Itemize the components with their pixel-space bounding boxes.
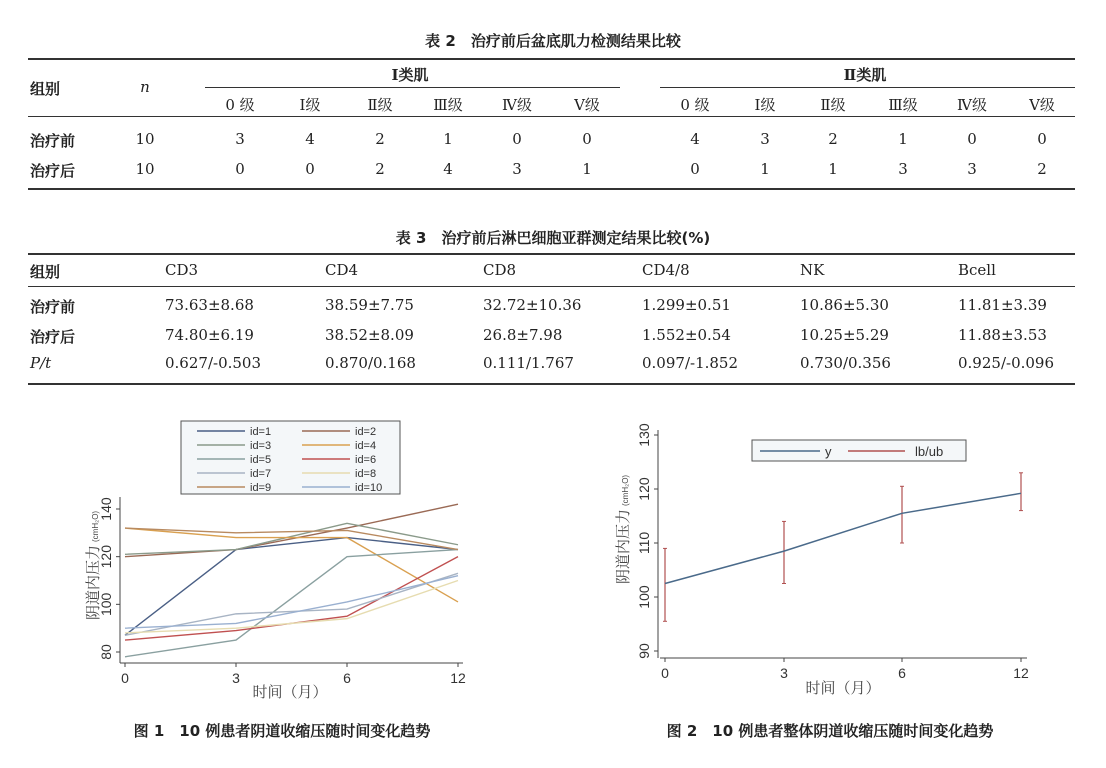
table3-cell: 0.627/-0.503 [165, 354, 262, 372]
legend-label: id=1 [250, 426, 272, 438]
y-tick-label: 100 [98, 592, 114, 617]
table2-group-header: 组别 [30, 80, 61, 98]
table2-cell: 2 [375, 160, 385, 178]
table2-cell: 2 [1037, 160, 1047, 178]
table2-cell: 4 [305, 130, 315, 148]
y-axis-label: 阴道内压力 [615, 508, 632, 584]
legend-label-y: y [825, 444, 832, 459]
table2-n-header: n [140, 78, 150, 96]
y-tick-label: 130 [636, 423, 652, 447]
table2-row-group: 治疗后 [30, 162, 76, 180]
x-tick-label: 0 [121, 670, 129, 686]
table3-cell: 73.63±8.68 [165, 296, 254, 314]
mean-line [665, 493, 1021, 583]
figure2-caption: 图 2 10 例患者整体阴道收缩压随时间变化趋势 [666, 722, 994, 740]
x-tick-label: 6 [343, 670, 351, 686]
table2-cell: 3 [512, 160, 522, 178]
table2-cell: 3 [967, 160, 977, 178]
table2-cell: 2 [828, 130, 838, 148]
table3-header: CD4 [325, 261, 359, 279]
table2-cell: 4 [443, 160, 453, 178]
table2-cell: 0 [512, 130, 522, 148]
legend-label: id=4 [355, 440, 377, 452]
x-tick-label: 12 [450, 670, 466, 686]
table2-type2-grade-header: Ⅱ级 [820, 96, 846, 114]
table2-type2-header: Ⅱ类肌 [843, 66, 887, 84]
table2-cell: 2 [375, 130, 385, 148]
y-tick-label: 80 [98, 644, 114, 660]
table2-cell: 4 [690, 130, 700, 148]
table2-type1-grade-header: Ⅱ级 [367, 96, 393, 114]
table2-cell: 1 [760, 160, 770, 178]
legend-label: id=2 [355, 426, 377, 438]
table2-cell: 3 [898, 160, 908, 178]
x-axis-label: 时间（月） [252, 684, 328, 701]
table3-header: NK [800, 261, 825, 279]
x-tick-label: 6 [898, 665, 906, 681]
table3-header: 组别 [30, 263, 61, 281]
table3-cell: 10.25±5.29 [800, 326, 889, 344]
y-tick-label: 120 [636, 477, 652, 501]
table3-cell: 1.299±0.51 [642, 296, 731, 314]
legend-label: id=9 [250, 482, 272, 494]
table2-type2-grade-header: 0 级 [680, 96, 710, 114]
y-axis-unit: (cmH₂O) [91, 510, 100, 542]
table2-cell: 0 [582, 130, 592, 148]
table2-cell: 0 [305, 160, 315, 178]
legend-label: id=6 [355, 454, 377, 466]
table3-cell: 0.870/0.168 [325, 354, 416, 372]
table2-cell: 3 [235, 130, 245, 148]
x-axis-label: 时间（月） [805, 680, 881, 697]
x-tick-label: 12 [1013, 665, 1029, 681]
table2-title: 表 2 治疗前后盆底肌力检测结果比较 [425, 32, 681, 50]
table3-header: CD4/8 [642, 261, 690, 279]
table2-cell: 1 [443, 130, 453, 148]
table2-row-group: 治疗前 [30, 132, 76, 150]
table3-cell: 0.730/0.356 [800, 354, 891, 372]
y-axis-label: 阴道内压力 [85, 544, 102, 620]
table3-cell: 10.86±5.30 [800, 296, 889, 314]
table3-cell: 0.111/1.767 [483, 354, 574, 372]
table3-cell: 0.097/-1.852 [642, 354, 739, 372]
table3-cell: 38.52±8.09 [325, 326, 414, 344]
table3-cell: 11.81±3.39 [958, 296, 1047, 314]
table3-cell: 26.8±7.98 [483, 326, 563, 344]
x-tick-label: 3 [232, 670, 240, 686]
y-axis-unit: (cmH₂O) [621, 474, 630, 506]
table2-cell: 0 [235, 160, 245, 178]
table2-type1-grade-header: 0 级 [225, 96, 255, 114]
table2-cell: 1 [828, 160, 838, 178]
table2-type2-grade-header: Ⅴ级 [1029, 96, 1055, 114]
table2-row-n: 10 [135, 160, 155, 178]
table3-row-label: P/t [30, 354, 52, 372]
table2-row-n: 10 [135, 130, 155, 148]
y-tick-label: 140 [98, 497, 114, 521]
legend-label: id=3 [250, 440, 272, 452]
x-tick-label: 3 [780, 665, 788, 681]
legend-label: id=5 [250, 454, 272, 466]
legend-label: id=8 [355, 468, 377, 480]
table3-cell: 74.80±6.19 [165, 326, 254, 344]
y-tick-label: 100 [636, 585, 652, 609]
table2-type2-grade-header: Ⅰ级 [754, 96, 776, 114]
table2-type2-grade-header: Ⅲ级 [888, 96, 918, 114]
table2-cell: 0 [1037, 130, 1047, 148]
x-tick-label: 0 [661, 665, 669, 681]
figure1-caption: 图 1 10 例患者阴道收缩压随时间变化趋势 [133, 722, 431, 740]
series-line-id-5 [125, 550, 458, 657]
table3-row-label: 治疗后 [30, 328, 76, 346]
table2-type1-grade-header: Ⅳ级 [502, 96, 532, 114]
table2-cell: 1 [898, 130, 908, 148]
table3-row-label: 治疗前 [30, 298, 76, 316]
table2-type1-grade-header: Ⅰ级 [299, 96, 321, 114]
table3-cell: 0.925/-0.096 [958, 354, 1055, 372]
table2-type1-grade-header: Ⅲ级 [433, 96, 463, 114]
table3-cell: 32.72±10.36 [483, 296, 582, 314]
table3-header: CD3 [165, 261, 199, 279]
table2-type1-header: Ⅰ类肌 [391, 66, 429, 84]
legend-label: id=7 [250, 468, 272, 480]
table3-cell: 38.59±7.75 [325, 296, 414, 314]
legend-label-bounds: lb/ub [915, 444, 944, 459]
y-tick-label: 120 [98, 544, 114, 569]
table2-cell: 1 [582, 160, 592, 178]
table2-cell: 0 [690, 160, 700, 178]
y-tick-label: 110 [636, 531, 652, 555]
table3-header: Bcell [958, 261, 996, 279]
table2-cell: 3 [760, 130, 770, 148]
table2-type1-grade-header: Ⅴ级 [574, 96, 600, 114]
table2-cell: 0 [967, 130, 977, 148]
table2-type2-grade-header: Ⅳ级 [957, 96, 987, 114]
table3-cell: 11.88±3.53 [958, 326, 1047, 344]
y-tick-label: 90 [636, 643, 652, 659]
table3-cell: 1.552±0.54 [642, 326, 731, 344]
legend-label: id=10 [355, 482, 383, 494]
table3-title: 表 3 治疗前后淋巴细胞亚群测定结果比较(%) [395, 229, 711, 247]
table3-header: CD8 [483, 261, 517, 279]
